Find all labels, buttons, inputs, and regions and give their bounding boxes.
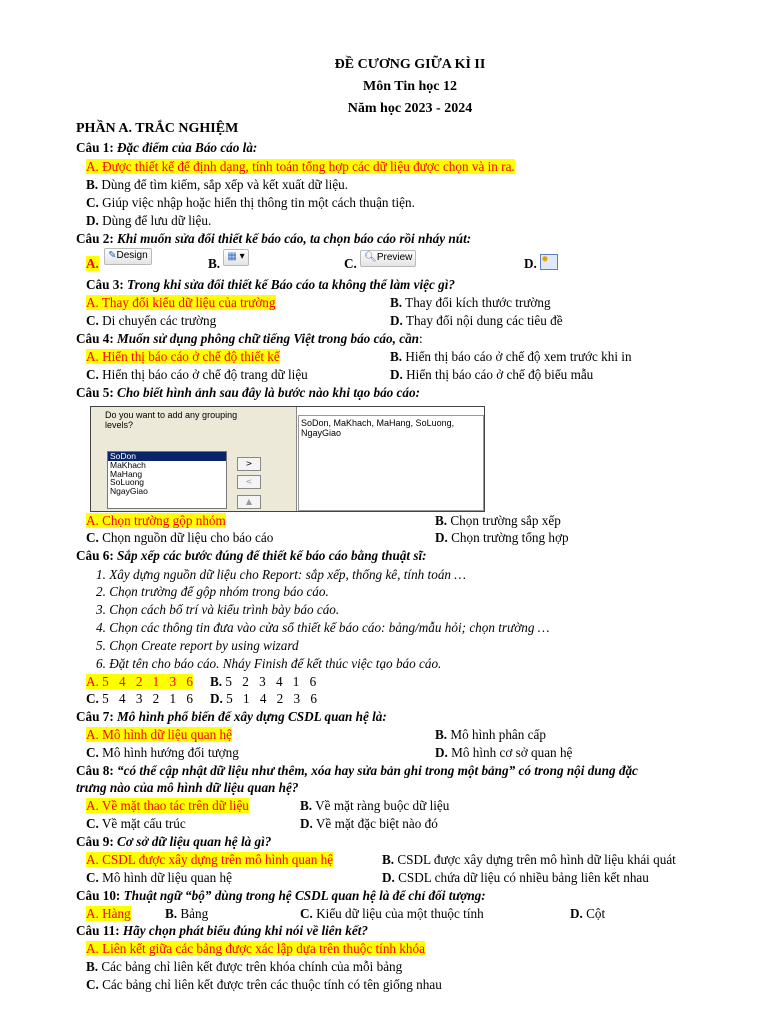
q3-option-a — [86, 294, 276, 312]
list-item[interactable]: NgayGiao — [110, 486, 148, 497]
question-5 — [76, 384, 420, 402]
option-text: Mô hình dữ liệu quan hệ — [102, 870, 232, 885]
field-list[interactable] — [107, 451, 227, 509]
q8-option-c — [86, 815, 186, 833]
answer-highlight: A. Được thiết kế để định dạng, tính toán tổng hợp các dữ liệu được chọn và in ra. — [86, 159, 515, 174]
option-text: Bảng — [180, 906, 209, 921]
grouping-dialog-screenshot — [90, 406, 485, 512]
option-letter: B. — [390, 295, 403, 310]
option-text: Mô hình hướng đối tượng — [102, 745, 239, 760]
list-item[interactable]: MaHang — [110, 468, 143, 479]
option-letter: C. — [86, 816, 99, 831]
q7-option-b — [435, 726, 546, 744]
priority-up-icon[interactable]: ▲ — [237, 495, 261, 509]
question-number: Câu 3: — [86, 277, 124, 292]
question-4 — [76, 330, 423, 348]
option-letter: C. — [344, 256, 357, 271]
doc-year: Năm học 2023 - 2024 — [347, 101, 473, 116]
q8-option-a — [86, 797, 249, 815]
option-text: Về mặt ràng buộc dữ liệu — [315, 798, 450, 813]
option-letter: C. — [86, 870, 99, 885]
preview-button-label: Preview — [376, 252, 413, 264]
new-object-icon[interactable]: ✸ — [540, 254, 558, 270]
option-letter: C. — [86, 691, 99, 706]
q11-option-c — [86, 976, 442, 994]
answer-highlight: A. Về mặt thao tác trên dữ liệu — [86, 798, 249, 813]
question-text: Sắp xếp các bước đúng để thiết kế báo cáo bằng thuật sĩ: — [117, 548, 427, 563]
q1-option-a — [86, 158, 515, 176]
preview-icon: 🔍︎ — [364, 252, 377, 264]
step-item: 1. Xây dựng nguồn dữ liệu cho Report: sắp xếp, thống kê, tính toán … — [96, 567, 467, 582]
q5-option-c — [86, 529, 273, 547]
question-text: Trong khi sửa đổi thiết kế Báo cáo ta không thể làm việc gì? — [127, 277, 455, 292]
question-number: Câu 8: — [76, 763, 114, 778]
question-number: Câu 10: — [76, 888, 121, 903]
q5-option-a — [86, 512, 226, 530]
design-icon: ✎ — [108, 250, 117, 262]
option-letter: B. — [208, 256, 221, 271]
option-text: 5􀃆1􀃆4􀃆2􀃆3􀃆6 — [226, 691, 317, 706]
q10-option-a — [86, 905, 131, 923]
question-number: Câu 9: — [76, 834, 114, 849]
option-text: 5􀃆2􀃆3􀃆4􀃆1􀃆6 — [225, 674, 317, 689]
question-text: Muốn sử dụng phông chữ tiếng Việt trong báo cáo, cần — [117, 331, 419, 346]
question-2 — [76, 230, 471, 248]
question-text: Thuật ngữ “bộ” dùng trong hệ CSDL quan hệ là để chỉ đối tượng: — [123, 888, 486, 903]
option-text: Các bảng chỉ liên kết được trên các thuộc tính có tên giống nhau — [102, 977, 442, 992]
option-text: 5􀃆4􀃆3􀃆2􀃆1􀃆6 — [102, 691, 193, 706]
option-text: Về mặt cấu trúc — [101, 816, 186, 831]
q5-option-b — [435, 512, 561, 530]
question-9 — [76, 833, 271, 851]
option-text: Hiển thị báo cáo ở chế độ trang dữ liệu — [102, 367, 308, 382]
option-letter: D. — [435, 530, 448, 545]
q6-option-a — [86, 673, 193, 691]
option-text: Giúp việc nhập hoặc hiển thị thông tin một cách thuận tiện. — [102, 195, 415, 210]
q9-option-a — [86, 851, 333, 869]
question-1 — [76, 139, 257, 157]
remove-field-button[interactable]: < — [237, 475, 261, 489]
question-8 — [76, 762, 638, 780]
option-letter: D. — [390, 367, 403, 382]
q2-option-d — [524, 255, 558, 276]
option-text: Thay đổi nội dung các tiêu đề — [405, 313, 563, 328]
list-item[interactable]: MaKhach — [110, 459, 146, 470]
q9-option-c — [86, 869, 232, 887]
doc-title: ĐỀ CƯƠNG GIỮA KÌ II — [334, 57, 486, 72]
option-text: Dùng để tìm kiếm, sắp xếp và kết xuất dữ liệu. — [101, 177, 349, 192]
option-text: CSDL được xây dựng trên mô hình dữ liệu khái quát — [397, 852, 676, 867]
option-letter: D. — [570, 906, 583, 921]
q8-option-d — [300, 815, 438, 833]
question-11 — [76, 922, 368, 940]
option-letter: C. — [86, 313, 99, 328]
question-3 — [86, 276, 455, 294]
q11-option-b — [86, 958, 402, 976]
option-text: Di chuyển các trường — [102, 313, 217, 328]
preview-button[interactable] — [360, 250, 416, 267]
option-text: Chọn trường tổng hợp — [451, 530, 569, 545]
q4-option-c — [86, 366, 308, 384]
option-text: Dùng để lưu dữ liệu. — [102, 213, 212, 228]
answer-highlight: A. CSDL được xây dựng trên mô hình quan hệ — [86, 852, 334, 867]
step-item: 3. Chọn cách bố trí và kiểu trình bày báo cáo. — [96, 602, 340, 617]
answer-highlight: A. 5􀃆4􀃆2􀃆1􀃆3􀃆6 — [86, 674, 193, 689]
option-text: Các bảng chỉ liên kết được trên khóa chính của mỗi bảng — [101, 959, 403, 974]
question-text: “có thể cập nhật dữ liệu như thêm, xóa hay sửa bản ghi trong một bảng” có trong nội dung đặc — [117, 763, 638, 778]
q9-option-b — [382, 851, 676, 869]
option-letter: B. — [86, 177, 99, 192]
answer-highlight: A. Chọn trường gộp nhóm — [86, 513, 226, 528]
question-8-continued: trưng nào của mô hình dữ liệu quan hệ? — [76, 780, 299, 795]
option-letter: D. — [300, 816, 313, 831]
doc-subject: Môn Tin học 12 — [362, 79, 457, 94]
option-letter: C. — [86, 977, 99, 992]
question-text: Cơ sở dữ liệu quan hệ là gì? — [117, 834, 272, 849]
option-text: Về mặt đặc biệt nào đó — [315, 816, 438, 831]
step-item: 4. Chọn các thông tin đưa vào cửa sổ thiết kế báo cáo: bảng/mẫu hỏi; chọn trường … — [96, 620, 550, 635]
question-7 — [76, 708, 387, 726]
option-letter: D. — [435, 745, 448, 760]
option-text: Chọn trường sắp xếp — [450, 513, 561, 528]
answer-highlight: A. — [86, 256, 99, 271]
section-heading: PHẦN A. TRẮC NGHIỆM — [76, 121, 239, 136]
option-letter: D. — [524, 256, 537, 271]
option-letter: C. — [86, 530, 99, 545]
view-dropdown-button[interactable] — [223, 249, 248, 266]
q7-option-c — [86, 744, 239, 762]
question-number: Câu 5: — [76, 385, 114, 400]
option-letter: B. — [390, 349, 403, 364]
q6-option-b — [210, 673, 316, 691]
q1-option-b — [86, 176, 348, 194]
option-text: Hiển thị báo cáo ở chế độ biểu mẫu — [406, 367, 594, 382]
q11-option-a — [86, 940, 425, 958]
q2-option-a — [86, 250, 152, 273]
answer-highlight: A. Hiển thị báo cáo ở chế độ thiết kế — [86, 349, 280, 364]
q5-option-d — [435, 529, 569, 547]
option-text: Chọn nguồn dữ liệu cho báo cáo — [102, 530, 274, 545]
q4-option-d — [390, 366, 593, 384]
grid-view-icon: ▦ — [227, 251, 237, 263]
question-6 — [76, 547, 427, 565]
add-field-button[interactable]: > — [237, 457, 261, 471]
question-number: Câu 7: — [76, 709, 114, 724]
option-letter: C. — [86, 367, 99, 382]
grouping-preview-pane: SoDon, MaKhach, MaHang, SoLuong, NgayGiao — [298, 415, 484, 511]
design-button[interactable] — [104, 248, 152, 265]
q10-option-c — [300, 905, 484, 923]
q4-option-b — [390, 348, 632, 366]
q4-option-a — [86, 348, 280, 366]
q7-option-d — [435, 744, 572, 762]
q10-option-b — [165, 905, 208, 923]
option-letter: C. — [86, 195, 99, 210]
option-letter: D. — [382, 870, 395, 885]
q3-option-b — [390, 294, 551, 312]
question-number: Câu 4: — [76, 331, 114, 346]
question-text: Hãy chọn phát biểu đúng khi nói về liên kết? — [122, 923, 368, 938]
option-text: Thay đổi kích thước trường — [405, 295, 551, 310]
option-letter: C. — [86, 745, 99, 760]
answer-highlight: A. Hàng — [86, 906, 131, 921]
step-item: 2. Chọn trường để gộp nhóm trong báo cáo. — [96, 584, 329, 599]
option-letter: B. — [210, 674, 223, 689]
step-item: 5. Chọn Create report by using wizard — [96, 638, 299, 653]
option-text: Cột — [586, 906, 606, 921]
question-number: Câu 11: — [76, 923, 120, 938]
option-letter: D. — [390, 313, 403, 328]
answer-highlight: A. Liên kết giữa các bảng được xác lập dựa trên thuộc tính khóa — [86, 941, 425, 956]
dialog-question: Do you want to add any grouping levels? — [105, 410, 238, 430]
option-letter: D. — [86, 213, 99, 228]
q6-option-d — [210, 690, 317, 708]
q2-option-c — [344, 252, 416, 273]
question-number: Câu 2: — [76, 231, 114, 246]
question-10 — [76, 887, 486, 905]
option-letter: D. — [210, 691, 223, 706]
question-number: Câu 6: — [76, 548, 114, 563]
option-text: CSDL chứa dữ liệu có nhiều bảng liên kết nhau — [398, 870, 649, 885]
dialog-left-panel — [91, 407, 297, 511]
q6-option-c — [86, 690, 193, 708]
option-letter: B. — [300, 798, 313, 813]
question-text: Mô hình phổ biến để xây dựng CSDL quan hệ là: — [117, 709, 387, 724]
option-text: Kiểu dữ liệu của một thuộc tính — [316, 906, 484, 921]
list-item[interactable]: SoDon — [108, 452, 226, 461]
q8-option-b — [300, 797, 449, 815]
q10-option-d — [570, 905, 605, 923]
option-letter: B. — [165, 906, 178, 921]
option-letter: B. — [435, 513, 448, 528]
option-letter: B. — [86, 959, 99, 974]
q3-option-c — [86, 312, 216, 330]
design-button-label: Design — [116, 250, 148, 262]
option-text: Mô hình cơ sở quan hệ — [451, 745, 573, 760]
question-text: Đặc điểm của Báo cáo là: — [117, 140, 258, 155]
option-text: Mô hình phân cấp — [450, 727, 546, 742]
option-letter: B. — [382, 852, 395, 867]
question-text: Khi muốn sửa đổi thiết kế báo cáo, ta chọn báo cáo rồi nháy nút: — [117, 231, 472, 246]
q9-option-d — [382, 869, 649, 887]
question-colon: : — [419, 331, 423, 346]
option-letter: C. — [300, 906, 313, 921]
step-item: 6. Đặt tên cho báo cáo. Nháy Finish để kết thúc việc tạo báo cáo. — [96, 656, 442, 671]
q1-option-c — [86, 194, 415, 212]
question-text: Cho biết hình ảnh sau đây là bước nào khi tạo báo cáo: — [117, 385, 420, 400]
q7-option-a — [86, 726, 232, 744]
q2-option-b — [208, 251, 249, 273]
q1-option-d — [86, 212, 211, 230]
chevron-down-icon: ▾ — [239, 251, 245, 263]
answer-highlight: A. Thay đổi kiểu dữ liệu của trường — [86, 295, 276, 310]
option-letter: B. — [435, 727, 448, 742]
question-number: Câu 1: — [76, 140, 114, 155]
answer-highlight: A. Mô hình dữ liệu quan hệ — [86, 727, 232, 742]
q3-option-d — [390, 312, 563, 330]
option-text: Hiển thị báo cáo ở chế độ xem trước khi in — [405, 349, 632, 364]
list-item[interactable]: SoLuong — [110, 477, 145, 488]
